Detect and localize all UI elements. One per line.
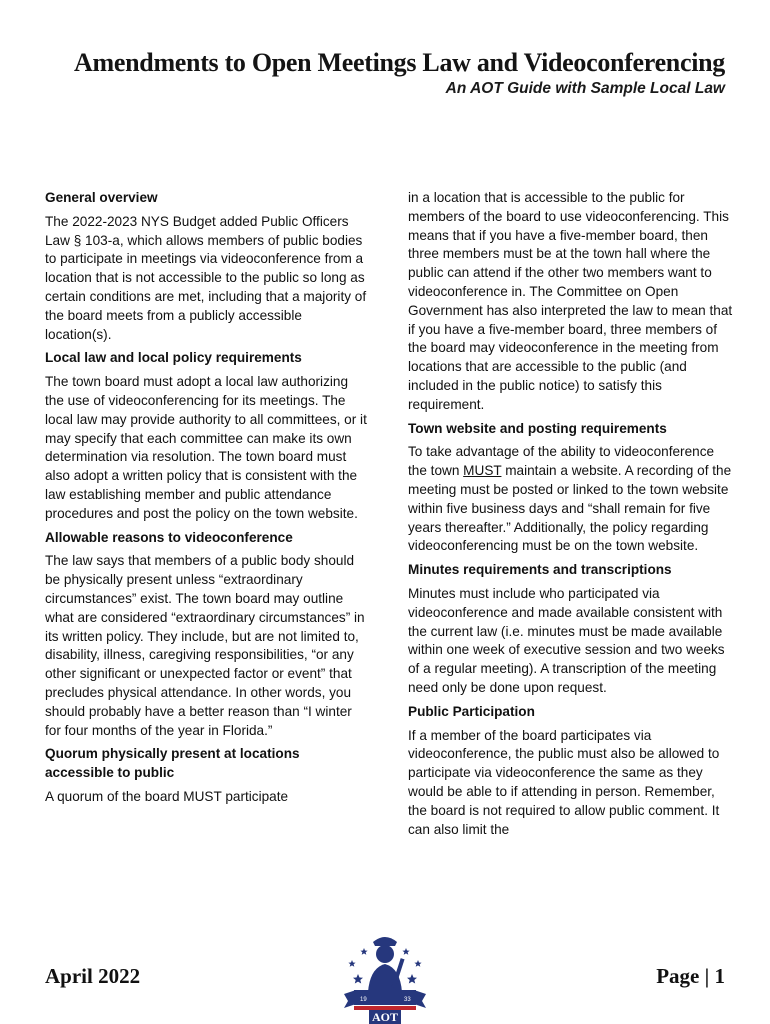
- page-subtitle: An AOT Guide with Sample Local Law: [445, 80, 725, 97]
- logo-year-right: 33: [404, 997, 411, 1003]
- right-column: [408, 189, 733, 844]
- paragraph-local-law: The town board must adopt a local law authorizing the use of videoconferencing for its meetings. The local law may provide authority to all committees, or it may specify that each committee can make its own determination via resolution. The town board must also adopt a written policy that is consistent with the law establishing member and public attendance procedures and post the policy on the town website.: [45, 374, 367, 521]
- left-column: [45, 189, 370, 812]
- section-heading-minutes: Minutes requirements and transcriptions: [408, 562, 672, 578]
- section-heading-public-participation: Public Participation: [408, 703, 535, 719]
- section-heading-quorum: Quorum physically present at locations accessible to public: [45, 746, 300, 781]
- logo-figure-icon: [368, 937, 405, 992]
- paragraph-website: [408, 443, 733, 556]
- footer-page-number: Page | 1: [656, 964, 725, 988]
- paragraph-public-participation: If a member of the board participates via videoconference, the public must also be allowed to participate via videoconference the same as they would be able to if attending in person. Remember, the board is not required to allow public comment. It can also limit the: [408, 727, 720, 837]
- paragraph-general-overview: The 2022-2023 NYS Budget added Public Officers Law § 103-a, which allows members of public bodies to participate in meetings via videoconference from a location that is not accessible to the public so long as certain conditions are met, including that a majority of the board meets from a publicly accessible location(s).: [45, 213, 367, 342]
- paragraph-website-part2: maintain a website. A recording of the meeting must be posted or linked to the town website within five business days and “shall remain for five years thereafter.” Additionally, the policy regarding videoconferencing must be on the town website.: [408, 463, 732, 554]
- logo-banner: [344, 990, 426, 1010]
- logo-text: AOT: [371, 1010, 399, 1024]
- section-heading-website: Town website and posting requirements: [408, 420, 667, 436]
- page-title: Amendments to Open Meetings Law and Videoconferencing: [74, 48, 725, 77]
- paragraph-website-part1: To take advantage of the ability to videoconference the town: [408, 444, 715, 479]
- paragraph-allowable-reasons: The law says that members of a public body should be physically present unless “extraordinary circumstances” exist. The town board may outline what are considered “extraordinary circumstances” in its written policy. They include, but are not limited to, disability, illness, caregiving responsibilities, “or any other significant or unexpected factor or event” that precludes physical attendance. In other words, you should probably have a better reason than “I winter for four months of the year in Florida.”: [45, 553, 365, 738]
- paragraph-quorum: A quorum of the board MUST participate: [45, 788, 289, 804]
- paragraph-minutes: Minutes must include who participated via videoconference and made available consistent with the current law (i.e. minutes must be made available within one week of executive session and two weeks of a regular meeting). A transcription of the meeting need only be done upon request.: [408, 585, 725, 695]
- logo-year-left: 19: [360, 997, 367, 1003]
- aot-logo: [338, 930, 432, 1024]
- section-heading-general-overview: General overview: [45, 190, 158, 205]
- footer-date: April 2022: [45, 964, 141, 988]
- must-underlined: MUST: [463, 463, 502, 479]
- section-heading-local-law: Local law and local policy requirements: [45, 350, 302, 366]
- paragraph-quorum-continued: in a location that is accessible to the public for members of the board to use videoconferencing. This means that if you have a five-member board, then three members must be at the town hall where the public can attend if the other two members want to videoconference in. The Committee on Open Government has also interpreted the law to mean that if you have a five-member board, three members of the board may videoconference in the meeting from locations that are accessible to the public (and included in the public notice) to satisfy this requirement.: [408, 190, 733, 412]
- section-heading-allowable-reasons: Allowable reasons to videoconference: [45, 529, 293, 545]
